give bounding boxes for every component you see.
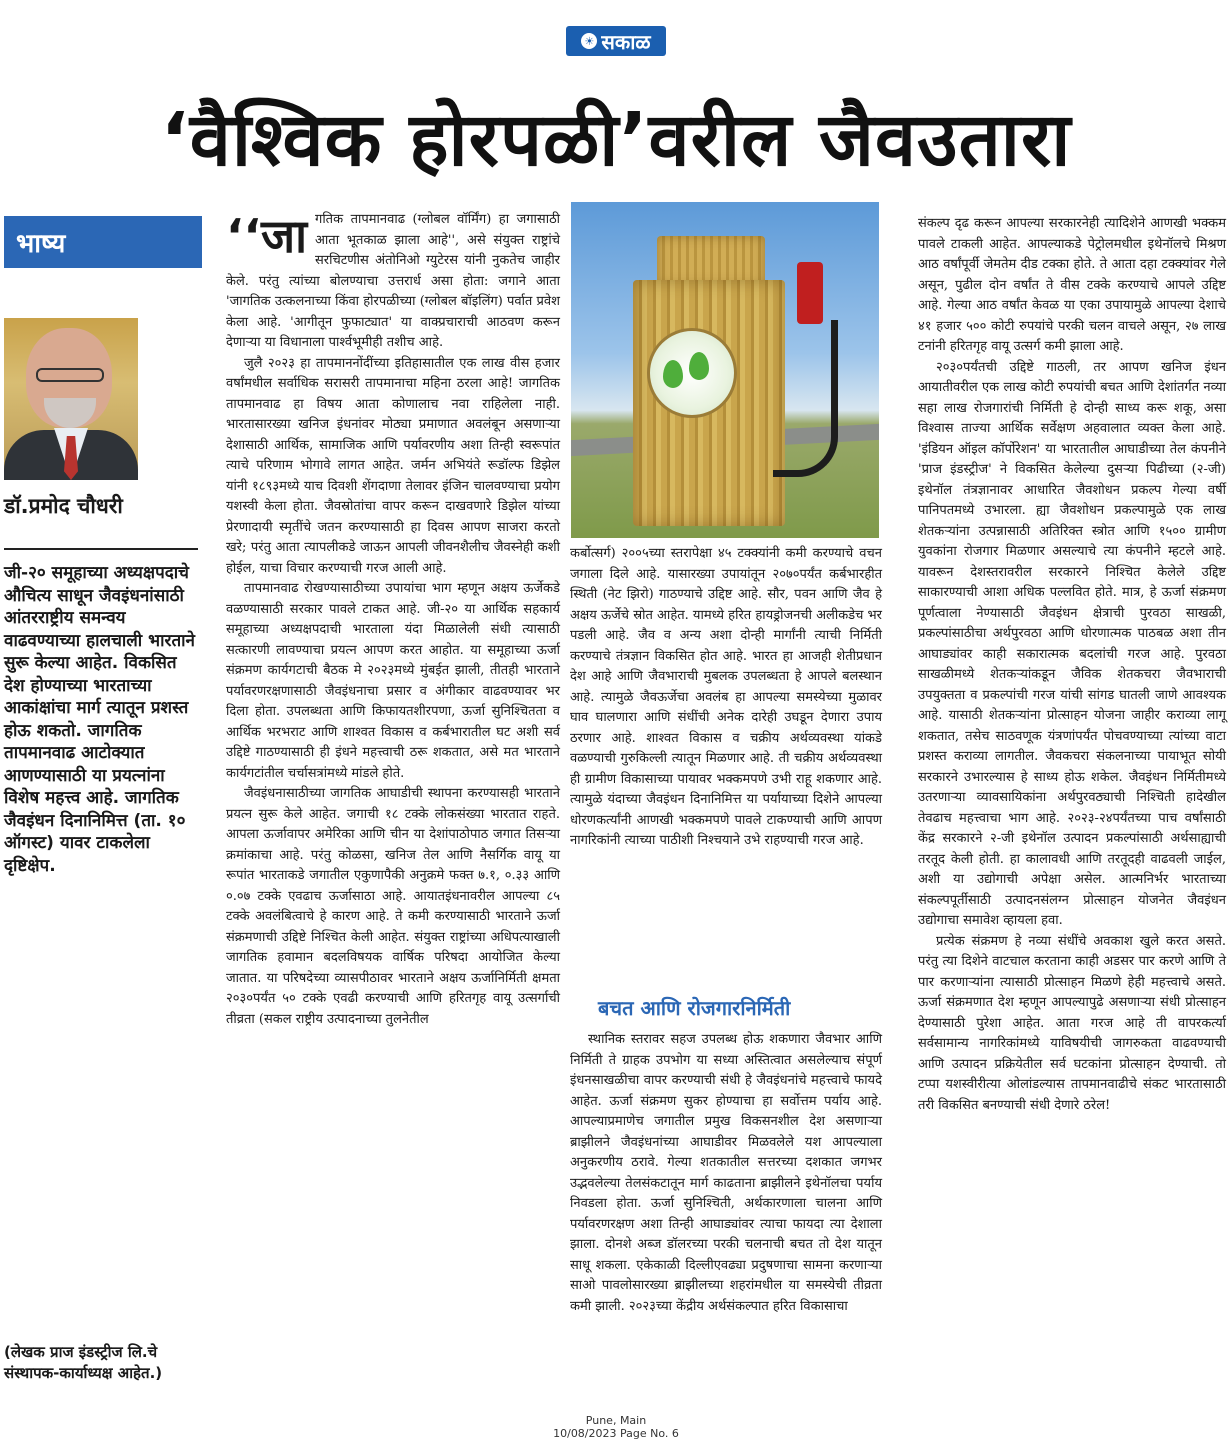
article-column-3 <box>918 214 1226 1116</box>
paragraph: तापमानवाढ रोखण्यासाठीच्या उपायांचा भाग म्हणून अक्षय ऊर्जेकडे वळण्यासाठी सरकार पावले टाकत आहे. जी-२० या आर्थिक सहकार्य समूहाच्या अध्यक्षपदाची भारताला यंदा मिळालेली संधी त्यासाठी सत्कारणी लावण्याचा प्रयत्न आपण करत आहोत. या समूहाच्या ऊर्जा संक्रमण कार्यगटाची बैठक मे २०२३मध्ये मुंबईत झाली, तीतही भारताने पर्यावरणरक्षणासाठी जैवइंधनाचा प्रसार व अंगीकार वाढवण्यावर भर दिला होता. उपलब्धता आणि किफायतशीरपणा, ऊर्जा सुनिश्चितता व आर्थिक भरभराट आणि शाश्वत विकास व कर्बभारातील घट अशी सर्व उद्दिष्टे गाठण्यासाठी ही इंधने महत्त्वाची ठरू शकतात, असे मत भारताने कार्यगटांतील चर्चासत्रांमध्ये मांडले होते. <box>226 581 560 781</box>
paragraph: जैवइंधनासाठीच्या जागतिक आघाडीची स्थापना करण्यासही भारताने प्रयत्न सुरू केले आहेत. जगाची १८ टक्के लोकसंख्या भारतात राहते. आपला ऊर्जावापर अमेरिका आणि चीन या देशांपाठोपाठ जगात तिसऱ्या क्रमांकाचा आहे. परंतु कोळसा, खनिज तेल आणि नैसर्गिक वायू या रूपांत भारताकडे जगातील एकुणापैकी अनुक्रमे फक्त ७.१, ०.३३ आणि ०.०७ टक्के एवढाच ऊर्जासाठा आहे. आयातइंधनावरील आपल्या ८५ टक्के अवलंबित्वाचे हे कारण आहे. ते कमी करण्यासाठी भारताने ऊर्जा संक्रमणाची उद्दिष्टे निश्चित केली आहेत. संयुक्त राष्ट्रांच्या अधिपत्याखाली जागतिक हवामान बदलविषयक वार्षिक परिषदा आयोजित केल्या जातात. या परिषदेच्या व्यासपीठावर भारताने अक्षय ऊर्जानिर्मिती क्षमता २०३०पर्यंत ५० टक्के एवढी करण्याची आणि हरितगृह वायू उत्सर्गाची तीव्रता (सकल राष्ट्रीय उत्पादनाच्या तुलनेतील <box>226 786 560 1027</box>
divider <box>4 548 198 550</box>
page-footer <box>0 1414 1232 1440</box>
paragraph: कर्बोत्सर्ग) २००५च्या स्तरापेक्षा ४५ टक्क्यांनी कमी करण्याचे वचन जगाला दिले आहे. यासारख्या उपायांतून २०७०पर्यंत कर्बभारहीत स्थिती (नेट झिरो) गाठण्याचे उद्दिष्ट आहे. सौर, पवन आणि जैव हे अक्षय ऊर्जेचे स्रोत आहेत. यामध्ये हरित हायड्रोजनची अलीकडेच भर पडली आहे. जैव व अन्य अशा दोन्ही मार्गांनी त्याची निर्मिती करण्याचे तंत्रज्ञान विकसित होत आहे. भारत हा आजही शेतीप्रधान देश आहे आणि जैवभाराची मुबलक उपलब्धता हे आपले बलस्थान आहे. त्यामुळे जैवऊर्जेचा अवलंब हा आपल्या समस्येच्या मुळावर घाव घालणारा आणि संधींची अनेक दारेही उघडून देणारा उपाय ठरणार आहे. शाश्वत विकास व चक्रीय अर्थव्यवस्था यांकडे वळण्याची गुरुकिल्ली त्यातून मिळणार आहे. ती चक्रीय अर्थव्यवस्था ही ग्रामीण विकासाच्या पायावर भक्कमपणे उभी राहू शकणार आहे. त्यामुळे यंदाच्या जैवइंधन दिनानिमित्त या पर्यायाच्या दिशेने आपल्या धोरणकर्त्यांनी आणखी भक्कमपणे पावले टाकण्याची आणि आपण नागरिकांनी त्याच्या पाठीशी निश्चयाने उभे राहण्याची गरज आहे. <box>570 546 882 848</box>
dateline: 10/08/2023 Page No. 6 <box>553 1427 679 1440</box>
article-column-2b <box>570 1030 882 1317</box>
drop-cap: ‘‘जा <box>226 209 307 263</box>
paragraph: संकल्प दृढ करून आपल्या सरकारनेही त्यादिशेने आणखी भक्कम पावले टाकली आहेत. आपल्याकडे पेट्रोलमधील इथेनॉलचे मिश्रण आठ वर्षांपूर्वी जेमतेम दीड टक्का होते. ते आता दहा टक्क्यांवर गेले असून, पुढील दोन वर्षांत ते वीस टक्के करण्याचे आपले उद्दिष्ट आहे. गेल्या आठ वर्षांत केवळ या एका उपायामुळे आपल्या देशाचे ४१ हजार ५०० कोटी रुपयांचे परकी चलन वाचले असून, २७ लाख टनांनी हरितगृह वायू उत्सर्ग कमी झाला आहे. <box>918 216 1226 354</box>
sakal-logo <box>566 26 666 56</box>
subheading: बचत आणि रोजगारनिर्मिती <box>598 996 791 1020</box>
headline: ‘वैश्विक होरपळी’वरील जैवउतारा <box>160 97 1072 183</box>
paragraph: प्रत्येक संक्रमण हे नव्या संधींचे अवकाश खुले करत असते. परंतु त्या दिशेने वाटचाल करताना काही अडसर पार करणे आणि ते पार करणाऱ्यांना त्यासाठी प्रोत्साहन मिळणे हेही महत्त्वाचे असते. ऊर्जा संक्रमणात देश म्हणून आपल्यापुढे असणाऱ्या संधी प्रोत्साहन देण्यासाठी पुरेशा आहेत. आता गरज आहे ती वापरकर्त्या सर्वसामान्य नागरिकांमध्ये याविषयीची जागरुकता वाढवण्याची आणि उत्पादन प्रक्रियेतील सर्व घटकांना प्रोत्साहन देण्याची. तो टप्पा यशस्वीरीत्या ओलांडल्यास तापमानवाढीचे संकट भारतासाठी तरी विकसित बनण्याची संधी देणारे ठरेल! <box>918 933 1226 1113</box>
article-column-2 <box>570 544 882 852</box>
section-label: भाष्य <box>4 216 202 268</box>
paragraph: स्थानिक स्तरावर सहज उपलब्ध होऊ शकणारा जैवभार आणि निर्मिती ते ग्राहक उपभोग या सध्या अस्तित्वात असलेल्याच संपूर्ण इंधनसाखळीचा वापर करण्याची संधी हे जैवइंधनांचे महत्त्वाचे फायदे आहेत. ऊर्जा संक्रमण सुकर होण्याचा हा सर्वोत्तम पर्याय आहे. आपल्याप्रमाणेच जगातील प्रमुख विकसनशील देश असणाऱ्या ब्राझीलने जैवइंधनांच्या आघाडीवर मिळवलेले यश आपल्याला अनुकरणीय ठरावे. गेल्या शतकातील सत्तरच्या दशकात जगभर उद्भवलेल्या तेलसंकटातून मार्ग काढताना ब्राझीलने इथेनॉलचा पर्याय निवडला होता. ऊर्जा सुनिश्चिती, अर्थकारणाला चालना आणि पर्यावरणरक्षण अशा तिन्ही आघाड्यांवर त्याचा फायदा त्या देशाला झाला. दोनशे अब्ज डॉलरच्या परकी चलनाची बचत तो देश यातून साधू शकला. एकेकाळी दिल्लीएवढ्या प्रदुषणाचा सामना करणाऱ्या साओ पावलोसारख्या ब्राझीलच्या शहरांमधील या समस्येची तीव्रता कमी झाली. २०२३च्या केंद्रीय अर्थसंकल्पात हरित विकासाचा <box>570 1032 882 1314</box>
green-drop-icon <box>689 352 709 380</box>
hay-bale-fuel-pump-illustration <box>571 202 879 538</box>
green-drop-icon <box>663 360 683 388</box>
paragraph: ‘‘जा गतिक तापमानवाढ (ग्लोबल वॉर्मिंग) हा जगासाठी आता भूतकाळ झाला आहे'', असे संयुक्त राष्ट्रांचे सरचिटणीस अंतोनिओ ग्युटेरस यांनी नुकतेच जाहीर केले. परंतु त्यांच्या बोलण्याचा उत्तरार्ध असा होता: जगाने आता 'जागतिक उत्कलनाच्या किंवा होरपळीच्या (ग्लोबल बॉइलिंग) पर्वात प्रवेश केला आहे. 'आगीतून फुफाट्यात' या वाक्प्रचाराची आठवण करून देणाऱ्या या विधानाला पार्श्वभूमीही तशीच आहे. <box>226 209 560 350</box>
paragraph: २०३०पर्यंतची उद्दिष्टे गाठली, तर आपण खनिज इंधन आयातीवरील एक लाख कोटी रुपयांची बचत आणि देशांतर्गत नव्या सहा लाख रोजगारांची निर्मिती हे दोन्ही साध्य करू शकू, असा विश्वास ताज्या आर्थिक सर्वेक्षण अहवालात व्यक्त केला आहे. 'इंडियन ऑइल कॉर्पोरेशन' या भारतातील आघाडीच्या तेल कंपनीने 'प्राज इंडस्ट्रीज' ने विकसित केलेल्या दुसऱ्या पिढीच्या (२-जी) इथेनॉल तंत्रज्ञानावर आधारित जैवशोधन प्रकल्प गेल्या वर्षी पानिपतमध्ये उभारला. ह्या जैवशोधन प्रकल्पामुळे एक लाख शेतकऱ्यांना उत्पन्नासाठी अतिरिक्त स्त्रोत आणि १५०० ग्रामीण युवकांना रोजगार मिळणार असल्याचे त्या कंपनीने म्हटले आहे. यावरून देशस्तरावरील सरकारने निश्चित केलेले उद्दिष्ट साकारण्याची आशा अधिक पल्लवित होते. मात्र, हे ऊर्जा संक्रमण पूर्णत्वाला नेण्यासाठी जैवइंधन क्षेत्राची पुरवठा साखळी, प्रकल्पांसाठीचा अर्थपुरवठा आणि धोरणात्मक पाठबळ अशा तीन आघाड्यांवर काही सकारात्मक बदलांची गरज आहे. पुरवठा साखळीमध्ये शेतकऱ्यांकडून जैविक शेतकचरा जैवभाराची उपयुक्तता व प्रकल्पांची गरज यांची सांगड घातली जाणे आवश्यक आहे. यासाठी शेतकऱ्यांना प्रोत्साहन योजना जाहीर कराव्या लागू शकतात, तसेच साठवणूक यंत्रणांपर्यंत पोचवण्याच्या त्यांच्या वाटा प्रशस्त कराव्या लागतील. जैवकचरा संकलनाच्या पायाभूत सोयी सरकारने उभारल्यास हे साध्य होऊ शकेल. जैवइंधन निर्मितीमध्ये उतरणाऱ्या व्यावसायिकांना अर्थपुरवठ्याची निश्चिती हादेखील तेवढाच महत्त्वाचा भाग आहे. २०२३-२४पर्यंतच्या पाच वर्षांसाठी केंद्र सरकारने २-जी इथेनॉल उत्पादन प्रकल्पांसाठी अर्थसाह्याची तरतूद केली होती. हा कालावधी आणि तरतूदही वाढवली जाईल, अशी या उद्योगाची अपेक्षा असेल. आत्मनिर्भर भारताच्या संकल्पपूर्तीसाठी उत्पादनसंलग्न प्रोत्साहन योजनेत जैवइंधन उद्योगाचा समावेश व्हायला हवा. <box>918 359 1226 928</box>
edition: Pune, Main <box>585 1414 647 1427</box>
author-photo <box>4 318 138 480</box>
paragraph: जुलै २०२३ हा तापमाननोंदींच्या इतिहासातील एक लाख वीस हजार वर्षांमधील सर्वाधिक सरासरी तापमानाचा महिना ठरला आहे! जागतिक तापमानवाढ हा विषय आता कोणालाच नवा राहिलेला नाही. भारतासारख्या खनिज इंधनांवर मोठ्या प्रमाणात अवलंबून असणाऱ्या देशासाठी आर्थिक, सामाजिक आणि पर्यावरणीय अशा तिन्ही स्वरूपांत त्याचे परिणाम भोगावे लागत आहेत. जर्मन अभियंते रूडॉल्फ डिझेल यांनी १८९३मध्ये याच दिवशी शेंगदाणा तेलावर इंजिन चालवण्याचा प्रयोग यशस्वी केला होता. जैवस्रोतांचा वापर करून दाखवणारे डिझेल यांच्या प्रेरणादायी स्मृतींचे जतन करण्यासाठी हा दिवस आपण साजरा करतो खरे; परंतु आता त्यापलीकडे जाऊन आपली जीवनशैलीच जैवस्नेही कशी होईल, याचा विचार करण्याची गरज आली आहे. <box>226 355 560 576</box>
fuel-nozzle-icon <box>797 262 823 324</box>
author-name: डॉ.प्रमोद चौधरी <box>4 494 123 518</box>
author-bio: (लेखक प्राज इंडस्ट्रीज लि.चे संस्थापक-कार्याध्यक्ष आहेत.) <box>4 1343 163 1382</box>
sun-emblem-icon: ☀ <box>581 33 597 49</box>
intro-summary: जी-२० समूहाच्या अध्यक्षपदाचे औचित्य साधून जैवइंधनांसाठी आंतरराष्ट्रीय समन्वय वाढवण्याच्या हालचाली भारताने सुरू केल्या आहेत. विकसित देश होण्याच्या भारताच्या आकांक्षांचा मार्ग त्यातून प्रशस्त होऊ शकतो. जागतिक तापमानवाढ आटोक्यात आणण्यासाठी या प्रयत्नांना विशेष महत्त्व आहे. जागतिक जैवइंधन दिनानिमित्त (ता. १० ऑगस्ट) यावर टाकलेला दृष्टिक्षेप. <box>4 563 195 876</box>
article-column-1 <box>226 210 560 1030</box>
logo-text: सकाळ <box>601 29 651 54</box>
